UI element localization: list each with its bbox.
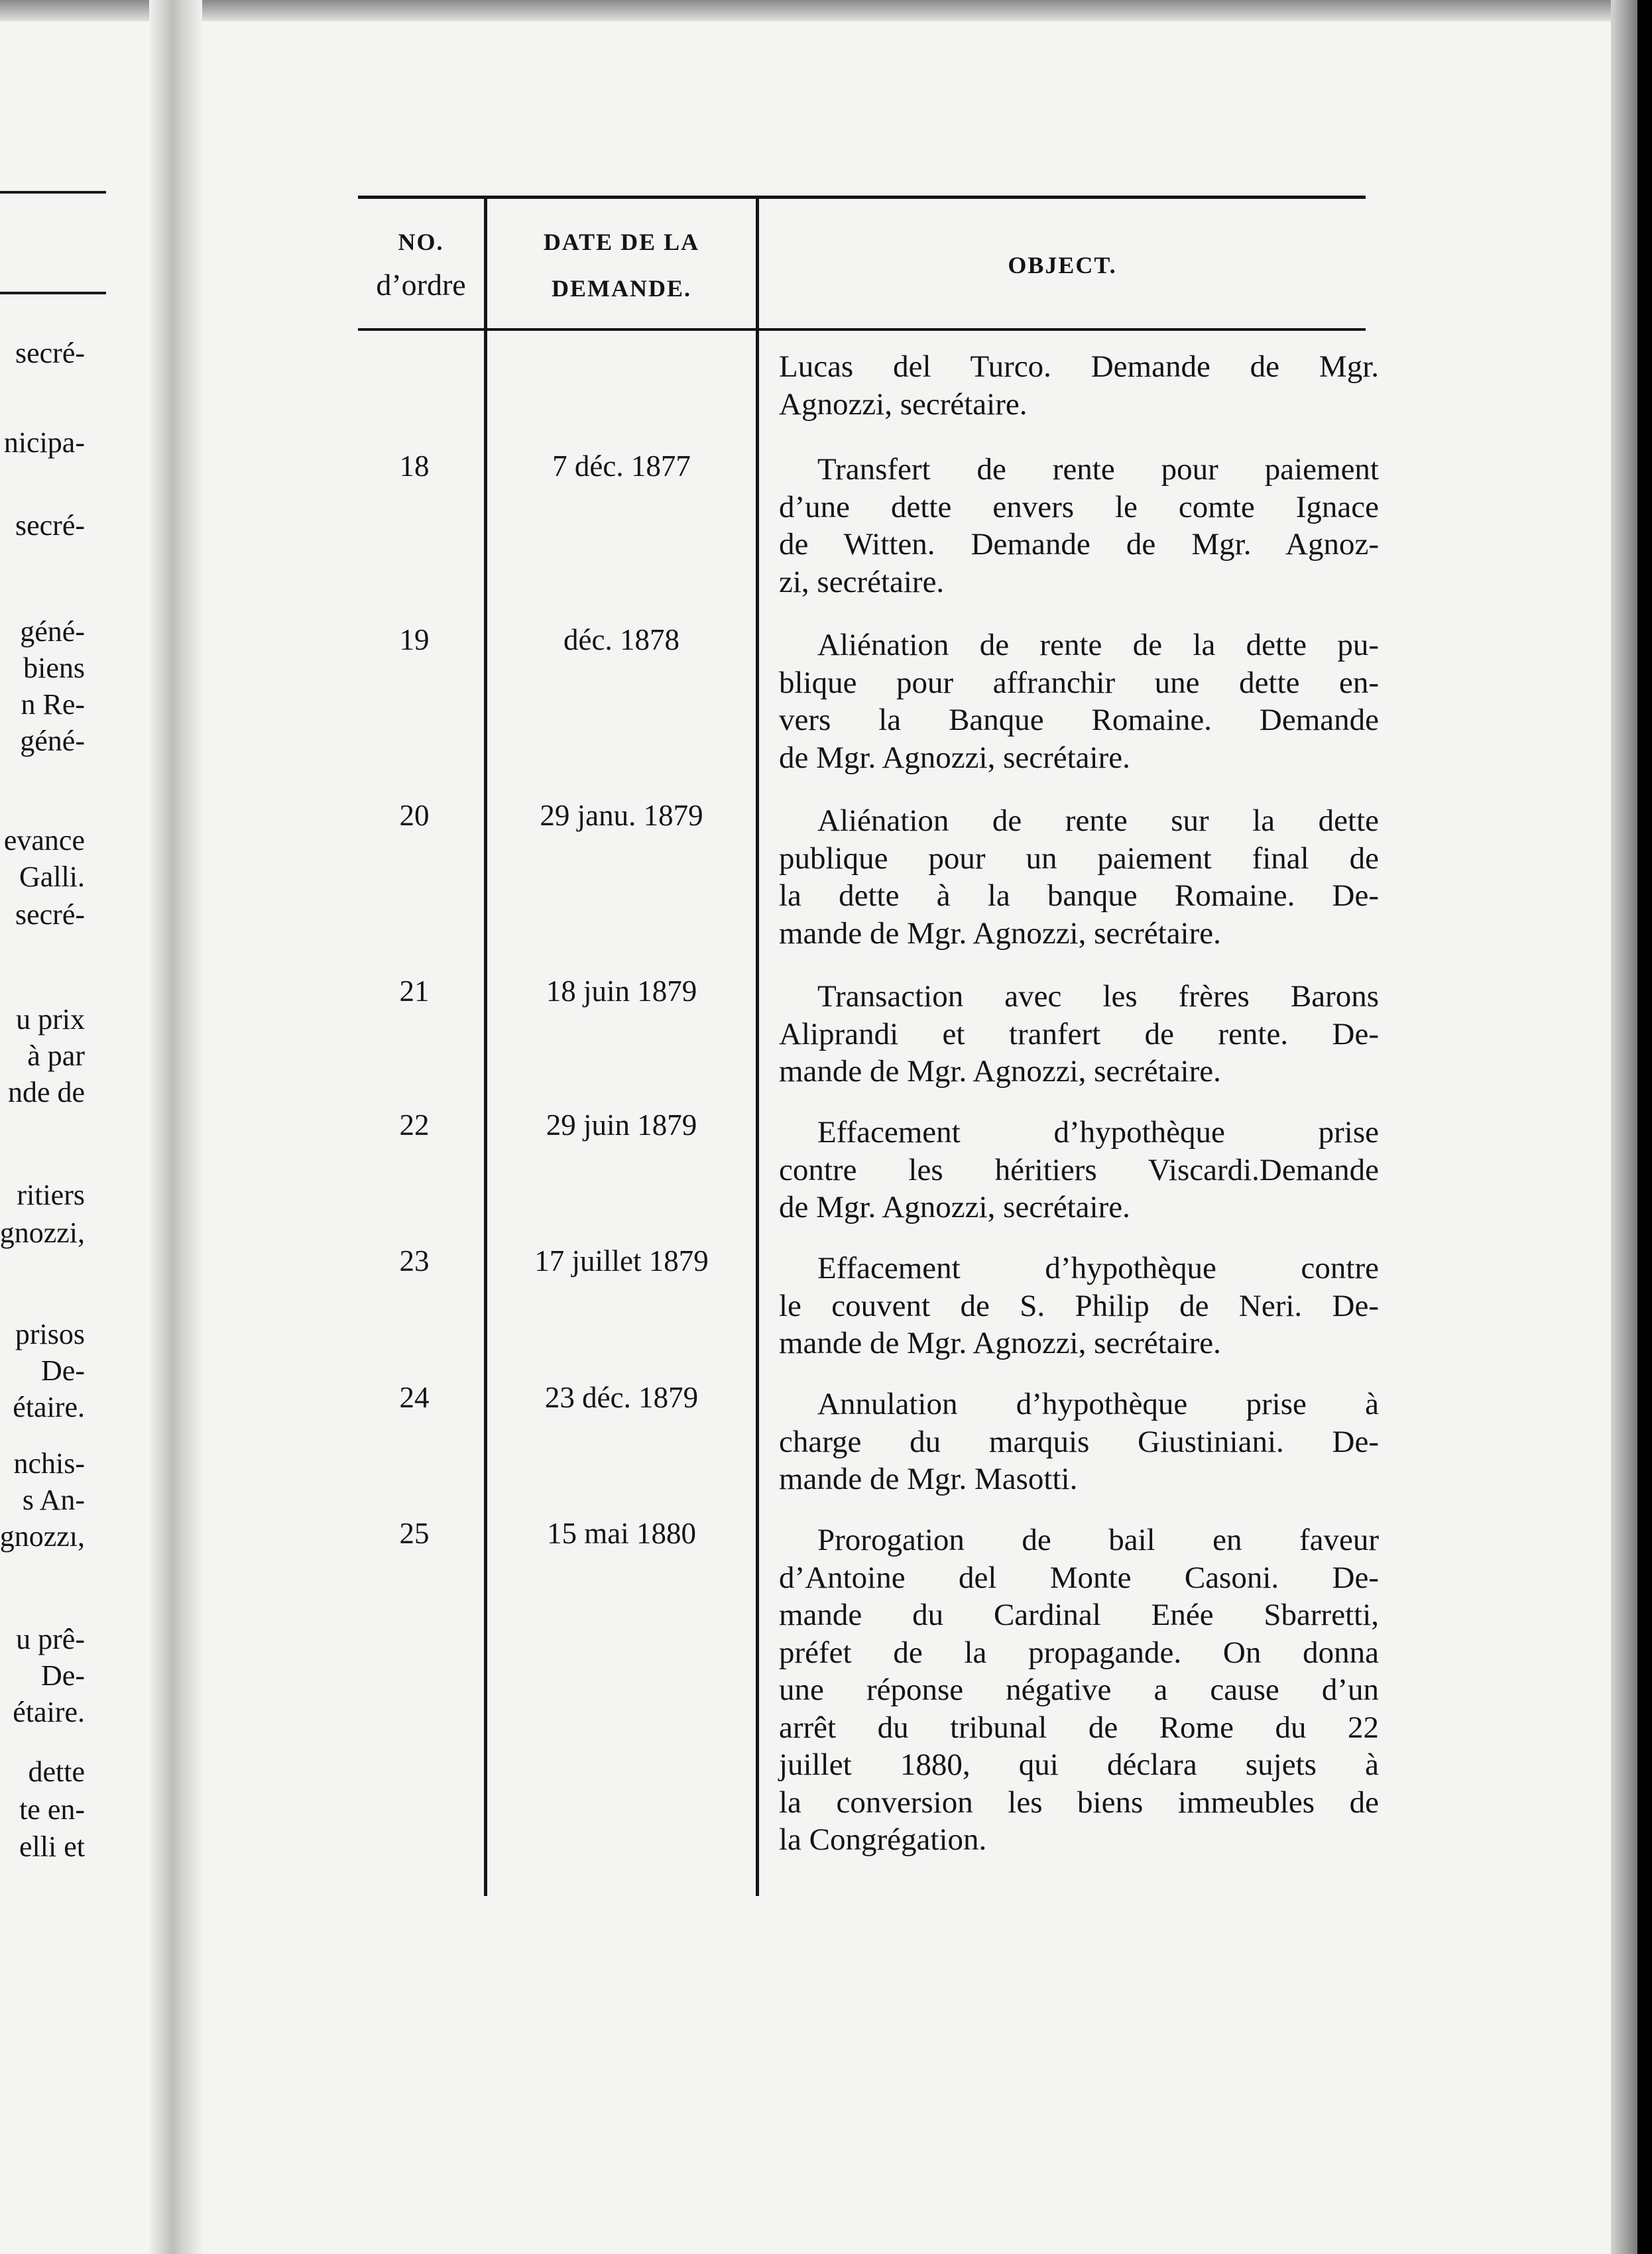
- header-ordre: d’ordre: [376, 268, 466, 302]
- object-line: Lucas del Turco. Demande de Mgr.: [779, 349, 1379, 384]
- column-divider: [484, 199, 487, 1896]
- row-number: 24: [399, 1381, 430, 1414]
- object-cell: [779, 1521, 1379, 1859]
- row-number: 22: [399, 1108, 430, 1142]
- top-shadow: [0, 0, 1637, 21]
- left-fragment: evance: [3, 824, 85, 857]
- left-fragment: secré-: [15, 898, 85, 931]
- left-fragment: De-: [41, 1354, 85, 1387]
- object-line: Transaction avec les frères Barons: [817, 979, 1379, 1014]
- object-cell: [779, 451, 1379, 601]
- book-gutter: [149, 0, 202, 2254]
- left-fragment: u prê-: [16, 1623, 85, 1655]
- object-line: mande de Mgr. Agnozzi, secrétaire.: [779, 916, 1221, 951]
- left-fragment: Galli.: [19, 860, 85, 893]
- object-line: la conversion les biens immeubles de: [779, 1785, 1379, 1820]
- object-line: Effacement d’hypothèque prise: [817, 1115, 1379, 1150]
- row-date: 23 déc. 1879: [544, 1381, 699, 1414]
- row-date: 7 déc. 1877: [552, 449, 691, 483]
- object-line: contre les héritiers Viscardi.Demande: [779, 1152, 1379, 1187]
- object-line: Agnozzi, secrétaire.: [779, 386, 1028, 422]
- left-fragment: prisos: [15, 1318, 85, 1350]
- object-line: mande du Cardinal Enée Sbarretti,: [779, 1598, 1379, 1632]
- row-date: 29 janu. 1879: [540, 799, 703, 832]
- object-line: une réponse négative a cause d’un: [779, 1673, 1379, 1707]
- object-cell: [779, 802, 1379, 952]
- object-line: Aliénation de rente sur la dette: [817, 803, 1379, 838]
- row-date: déc. 1878: [563, 623, 679, 656]
- left-fragment: secré-: [15, 337, 85, 369]
- object-cell: [779, 1386, 1379, 1498]
- header-demande: DEMANDE.: [552, 275, 691, 302]
- object-line: Prorogation de bail en faveur: [817, 1523, 1379, 1557]
- object-line: Annulation d’hypothèque prise à: [817, 1387, 1379, 1421]
- left-fragment: géné-: [20, 615, 85, 648]
- row-number: 21: [399, 975, 430, 1008]
- row-date: 18 juin 1879: [546, 975, 697, 1008]
- object-line: mande de Mgr. Masotti.: [779, 1462, 1078, 1496]
- object-line: juillet 1880, qui déclara sujets à: [779, 1748, 1379, 1782]
- left-fragment: à par: [27, 1039, 85, 1072]
- left-fragment: gnozzı,: [0, 1520, 85, 1553]
- header-date: DATE DE LA: [543, 229, 700, 255]
- object-line: de Witten. Demande de Mgr. Agnoz-: [779, 527, 1379, 562]
- object-line: de Mgr. Agnozzi, secrétaire.: [779, 740, 1130, 775]
- left-fragment: étaire.: [13, 1391, 85, 1423]
- left-fragment: n Re-: [21, 688, 85, 721]
- object-cell: [779, 978, 1379, 1091]
- left-fragment: nchis-: [13, 1447, 85, 1480]
- left-fragment: secré-: [15, 509, 85, 542]
- object-line: mande de Mgr. Agnozzi, secrétaire.: [779, 1054, 1221, 1089]
- left-fragment: elli et: [19, 1830, 85, 1863]
- left-fragment: te en-: [19, 1793, 85, 1826]
- object-line: la dette à la banque Romaine. De-: [779, 878, 1379, 913]
- object-line: blique pour affranchir une dette en-: [779, 665, 1379, 700]
- row-number: 25: [399, 1517, 430, 1550]
- row-date: 29 juin 1879: [546, 1108, 697, 1142]
- left-fragment: biens: [23, 652, 85, 684]
- row-number: 23: [399, 1244, 430, 1277]
- left-fragment: étaire.: [13, 1696, 85, 1728]
- object-line: d’Antoine del Monte Casoni. De-: [779, 1560, 1379, 1595]
- left-fragment: dette: [28, 1755, 85, 1788]
- object-line: d’une dette envers le comte Ignace: [779, 489, 1379, 524]
- object-line: mande de Mgr. Agnozzi, secrétaire.: [779, 1326, 1221, 1360]
- left-fragment: De-: [41, 1659, 85, 1692]
- left-page-rule: [0, 191, 106, 194]
- object-line: la Congrégation.: [779, 1822, 987, 1857]
- object-line: de Mgr. Agnozzi, secrétaire.: [779, 1190, 1130, 1224]
- object-line: le couvent de S. Philip de Neri. De-: [779, 1288, 1379, 1323]
- object-cell: [779, 1250, 1379, 1362]
- object-line: Aliénation de rente de la dette pu-: [817, 628, 1379, 662]
- left-fragment: gnozzi,: [0, 1216, 85, 1249]
- column-divider: [756, 199, 759, 1896]
- object-line: préfet de la propagande. On donna: [779, 1635, 1379, 1670]
- row-date: 17 juillet 1879: [534, 1244, 709, 1277]
- row-number: 19: [399, 623, 430, 656]
- header-bottom-rule: [358, 328, 1366, 331]
- table-top-rule: [358, 196, 1366, 199]
- object-line: arrêt du tribunal de Rome du 22: [779, 1710, 1379, 1745]
- left-page-rule: [0, 292, 106, 294]
- header-object: OBJECT.: [1008, 252, 1117, 278]
- left-fragment: ritiers: [17, 1179, 85, 1211]
- row-number: 18: [399, 449, 430, 483]
- left-fragment: s An-: [22, 1484, 85, 1516]
- object-cell: [779, 626, 1379, 776]
- left-fragment: géné-: [20, 725, 85, 757]
- object-line: Effacement d’hypothèque contre: [817, 1251, 1379, 1285]
- left-fragment: nde de: [7, 1076, 85, 1108]
- object-line: Transfert de rente pour paiement: [817, 452, 1379, 487]
- page-edge: [1611, 0, 1637, 2254]
- object-line: zi, secrétaire.: [779, 564, 945, 599]
- object-cell: [779, 348, 1379, 423]
- left-fragment: u prix: [16, 1003, 85, 1036]
- object-cell: [779, 1114, 1379, 1226]
- row-date: 15 mai 1880: [547, 1517, 696, 1550]
- object-line: vers la Banque Romaine. Demande: [779, 703, 1379, 737]
- object-line: publique pour un paiement final de: [779, 841, 1379, 876]
- header-no: NO.: [398, 229, 444, 255]
- left-fragment: nicipa-: [3, 426, 85, 459]
- object-line: Aliprandi et tranfert de rente. De-: [779, 1016, 1379, 1051]
- row-number: 20: [399, 799, 430, 832]
- object-line: charge du marquis Giustiniani. De-: [779, 1424, 1379, 1459]
